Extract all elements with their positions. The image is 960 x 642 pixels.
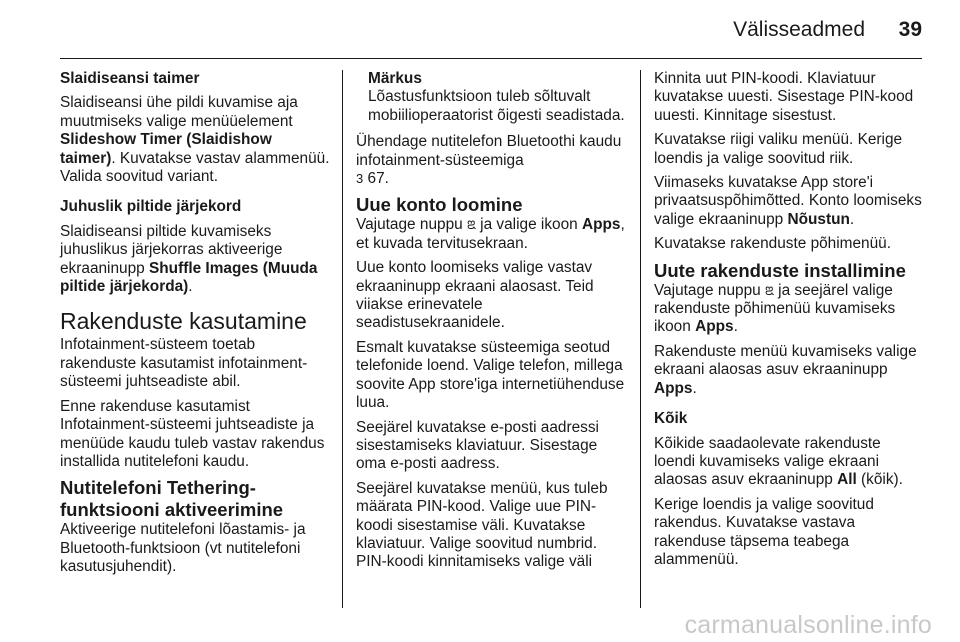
text: Vajutage nuppu [356, 216, 467, 234]
paragraph: Infotainment-süsteem toetab rakenduste kasutamist infotainment-süsteemi juhtseadiste abil. [60, 336, 308, 391]
text: Rakenduste menüü kuvamiseks valige ekraani alaosas asuv ekraaninupp [654, 342, 917, 379]
paragraph [60, 94, 330, 186]
paragraph: Enne rakenduse kasutamist Infotainment-süsteemi juhtseadiste ja menüüde kaudu tuleb vastav rakendus installida nutitelefoni kaudu. [60, 397, 325, 470]
text: Viimaseks kuvatakse App store'i privaatsuspõhimõtted. Konto loomiseks valige ekraaninupp [654, 174, 922, 228]
paragraph: Kerige loendis ja valige soovitud rakendus. Kuvatakse vastava rakenduse täpsema teabega alammenüü. [654, 495, 874, 568]
button-name: Nõustun [787, 210, 850, 228]
paragraph: Seejärel kuvatakse menüü, kus tuleb määrata PIN-kood. Valige uue PIN-koodi sisestamise väli. Kuvatakse klaviatuur. Valige soovitud numbrid. PIN-koodi kinnitamiseks valige väli [356, 479, 608, 571]
text: Vajutage nuppu [654, 281, 765, 299]
note-text: Lõastusfunktsioon tuleb sõltuvalt mobiilioperaatorist õigesti seadistada. [368, 88, 625, 124]
page-reference-icon: 3 [356, 171, 364, 187]
page-header [0, 18, 960, 48]
paragraph [654, 282, 924, 337]
paragraph: Kuvatakse rakenduste põhimenüü. [654, 235, 891, 253]
paragraph [654, 174, 924, 229]
text: ja seejärel valige rakenduste põhimenüü kuvamiseks ikoon [654, 281, 896, 336]
note-title: Märkus [368, 70, 422, 87]
text: . [692, 379, 697, 397]
heading-line: funktsiooni aktiveerimine [60, 499, 284, 521]
subsection-heading: Uute rakenduste installimine [654, 259, 906, 281]
column-1 [60, 70, 330, 583]
paragraph [654, 343, 924, 398]
paragraph [60, 223, 330, 297]
column-2 [356, 70, 631, 578]
text: ja valige ikoon [475, 216, 582, 234]
text: Ühendage nutitelefon Bluetoothi kaudu infotainment-süsteemiga [356, 133, 622, 169]
subsection-heading [60, 477, 330, 521]
text: (kõik). [856, 471, 903, 489]
note-box [356, 70, 631, 125]
subsection-title: Slaidiseansi taimer [60, 70, 200, 87]
icon-name: Apps [695, 318, 734, 336]
text: , et kuvada tervitusekraan. [356, 216, 625, 252]
subsection-heading: Uue konto loomine [356, 194, 523, 216]
column-divider [342, 70, 343, 608]
subsection-title: Juhuslik piltide järjekord [60, 198, 242, 216]
text: . Kuvatakse vastav alammenüü. Valida soovitud variant. [60, 149, 330, 186]
button-name: Apps [654, 379, 693, 397]
text: . [188, 278, 193, 296]
paragraph: Uue konto loomiseks valige vastav ekraaninupp ekraani alaosast. Teid viiakse erinevatele seadistusekraanidele. [356, 259, 594, 332]
column-divider [640, 70, 641, 608]
section-title: Välisseadmed [733, 18, 865, 41]
home-button-icon: ꢃ [466, 217, 476, 233]
text: Slaidiseansi ühe pildi kuvamise aja muutmiseks valige menüüelement [60, 94, 298, 130]
heading-line: Nutitelefoni Tethering- [60, 477, 256, 499]
text: . [733, 318, 738, 336]
button-name: All [837, 471, 857, 489]
watermark: carmanualsonline.info [684, 611, 932, 639]
column-3 [654, 70, 924, 575]
text: Kõikide saadaolevate rakenduste loendi kuvamiseks valige ekraani alaosas asuv ekraaninupp [654, 434, 881, 489]
paragraph: Kinnita uut PIN-koodi. Klaviatuur kuvatakse uuesti. Sisestage PIN-kood uuesti. Kinnitage sisestust. [654, 70, 914, 124]
button-name: Shuffle Images (Muuda piltide järjekorda) [60, 259, 318, 296]
paragraph [654, 435, 924, 490]
subsection-title: Kõik [654, 410, 688, 428]
paragraph: Seejärel kuvatakse e-posti aadressi sisestamiseks klaviatuur. Sisestage oma e-posti aadress. [356, 418, 599, 473]
paragraph [356, 133, 631, 188]
page-number: 39 [898, 18, 922, 41]
menu-item-name: Slideshow Timer (Slaidishow taimer) [60, 131, 272, 167]
home-button-icon: ꢃ [764, 282, 774, 298]
paragraph: Esmalt kuvatakse süsteemiga seotud telefonide loend. Valige telefon, millega soovite App store'iga internetiühenduse luua. [356, 338, 625, 412]
text: . [849, 210, 855, 228]
page-reference: 67. [363, 170, 389, 188]
paragraph: Aktiveerige nutitelefoni lõastamis- ja Bluetooth-funktsioon (vt nutitelefoni kasutusjuhendit). [60, 521, 306, 576]
text: Slaidiseansi piltide kuvamiseks juhuslikus järjekorras aktiveerige ekraaninupp [60, 222, 283, 277]
section-heading: Rakenduste kasutamine [60, 308, 307, 335]
paragraph [356, 216, 631, 253]
header-rule [60, 58, 922, 59]
icon-name: Apps [581, 216, 621, 234]
paragraph: Kuvatakse riigi valiku menüü. Kerige loendis ja valige soovitud riik. [654, 131, 903, 167]
